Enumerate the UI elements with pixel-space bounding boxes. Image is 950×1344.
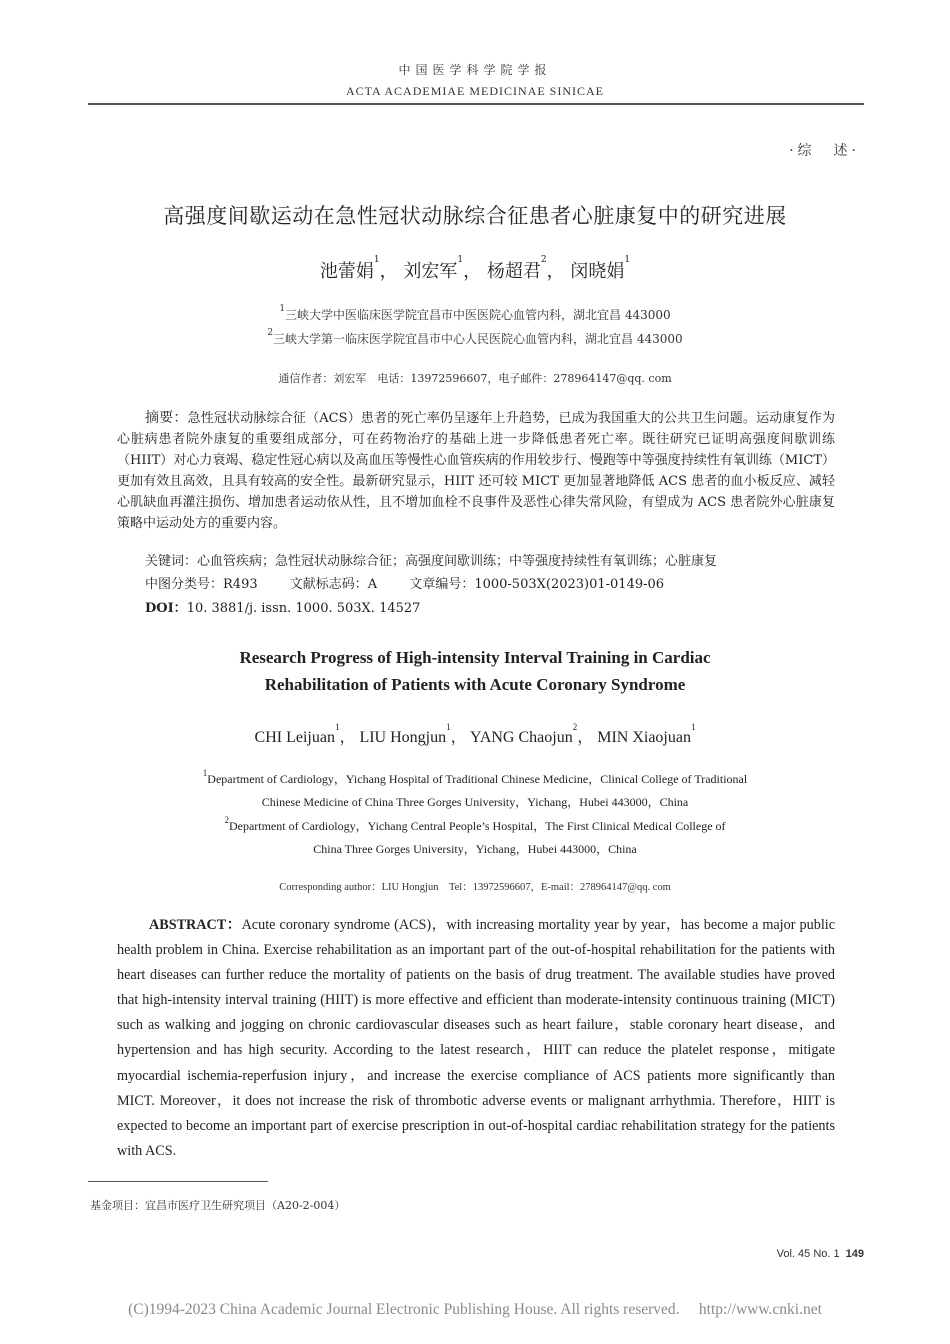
author-en: MIN Xiaojuan$^1$ (597, 722, 696, 746)
classification-line: 中图分类号：R493 文献标志码：A 文章编号：1000-503X(2023)01-0149-06 (145, 577, 665, 592)
abstract-text-en: Acute coronary syndrome (ACS)，with increasing mortality year by year，has become a major public health problem in China. Exercise rehabilitation as an important part of the out-of-hospital rehabilitation for the patients with heart diseases can further reduce the mortality of patients on the basis of drug treatment. The available studies have proved that high-intensity interval training (HIIT) is more effective and efficient than moderate-intensity continuous training (MICT) such as walking and jogging on chronic cardiovascular diseases such as heart failure，stable coronary heart disease，and hypertension and has high security. According to the latest research，HIIT can reduce the platelet response，mitigate myocardial ischemia-reperfusion injury，and increase the exercise compliance of ACS patients more significantly than MICT. Moreover，it does not increase the risk of thrombotic adverse events or malignant arrhythmia. Therefore，HIIT is expected to become an important part of exercise prescription in out-of-hospital cardiac rehabilitation strategy for the patients with ACS. (117, 917, 835, 1159)
author-en: YANG Chaojun$^2$， (470, 722, 594, 746)
affiliation-en: $^1$Department of Cardiology，Yichang Hospital of Traditional Chinese Medicine，Clinical College of Traditional (202, 768, 748, 786)
affiliation-en: China Three Gorges University，Yichang，Hubei 443000，China (313, 842, 637, 856)
abstract-label-en: ABSTRACT： (149, 917, 242, 933)
abstract-en (117, 913, 835, 1164)
author-list-cn (0, 257, 950, 283)
page-footer: Vol. 45 No. 1 149 (776, 1248, 864, 1260)
page-number: 149 (845, 1248, 864, 1260)
affiliation-en: $^2$Department of Cardiology，Yichang Central People’s Hospital，The First Clinical Medical College of (224, 815, 726, 833)
keywords-cn: 关键词：心血管疾病；急性冠状动脉综合征；高强度间歇训练；中等强度持续性有氧训练；心脏康复 (145, 554, 718, 569)
abstract-text-cn: 急性冠状动脉综合征（ACS）患者的死亡率仍呈逐年上升趋势，已成为我国重大的公共卫生问题。运动康复作为心脏病患者院外康复的重要组成部分，可在药物治疗的基础上进一步降低患者死亡率。既往研究已证明高强度间歇训练（HIIT）对心力衰竭、稳定性冠心病以及高血压等慢性心血管疾病的作用较步行、慢跑等中等强度持续性有氧训练（MICT）更加有效且高效，且具有较高的安全性。最新研究显示，HIIT 还可较 MICT 更加显著地降低 ACS 患者的血小板反应、减轻心肌缺血再灌注损伤、增加患者运动依从性，且不增加血栓不良事件及恶性心律失常风险，有望成为 ACS 患者院外心脏康复策略中运动处方的重要内容。 (117, 411, 835, 531)
copyright-watermark: (C)1994-2023 China Academic Journal Electronic Publishing House. All rights reserved. http://www.cnki.net (128, 1301, 822, 1318)
author-cn: 池蕾娟$^1$， (319, 255, 398, 282)
abstract-label-cn: 摘要： (145, 410, 188, 426)
abstract-cn (117, 408, 835, 534)
doi-line: DOI：10. 3881/j. issn. 1000. 503X. 14527 (145, 601, 421, 616)
author-en: CHI Leijuan$^1$， (254, 722, 356, 746)
journal-name-cn: 中国医学科学院学报 (398, 63, 552, 77)
section-tag: ·综 述· (789, 143, 860, 159)
funding-note: 基金项目：宜昌市医疗卫生研究项目（A20-2-004） (90, 1199, 346, 1212)
header-divider (88, 103, 864, 105)
author-cn: 刘宏军$^1$， (403, 255, 482, 282)
author-cn: 闵晓娟$^1$ (570, 255, 631, 282)
article-title-cn: 高强度间歇运动在急性冠状动脉综合征患者心脏康复中的研究进展 (163, 204, 787, 228)
author-cn: 杨超君$^2$， (486, 255, 565, 282)
affiliation-cn: $^2$三峡大学第一临床医学院宜昌市中心人民医院心血管内科，湖北宜昌 443000 (267, 328, 683, 346)
author-list-en (0, 724, 950, 747)
correspondence-cn: 通信作者：刘宏军 电话：13972596607，电子邮件：278964147@qq. com (278, 372, 672, 385)
author-en: LIU Hongjun$^1$， (359, 722, 467, 746)
correspondence-en: Corresponding author：LIU Hongjun Tel：13972596607，E-mail：278964147@qq. com (279, 882, 671, 893)
affiliation-cn: $^1$三峡大学中医临床医学院宜昌市中医医院心血管内科，湖北宜昌 443000 (279, 304, 671, 322)
article-title-en: Research Progress of High-intensity Interval Training in Cardiac Rehabilitation of Patients with Acute Coronary Syndrome (239, 648, 711, 694)
affiliation-en: Chinese Medicine of China Three Gorges University，Yichang，Hubei 443000，China (261, 795, 689, 809)
footnote-divider (88, 1181, 268, 1182)
journal-name-en: ACTA ACADEMIAE MEDICINAE SINICAE (345, 84, 605, 98)
